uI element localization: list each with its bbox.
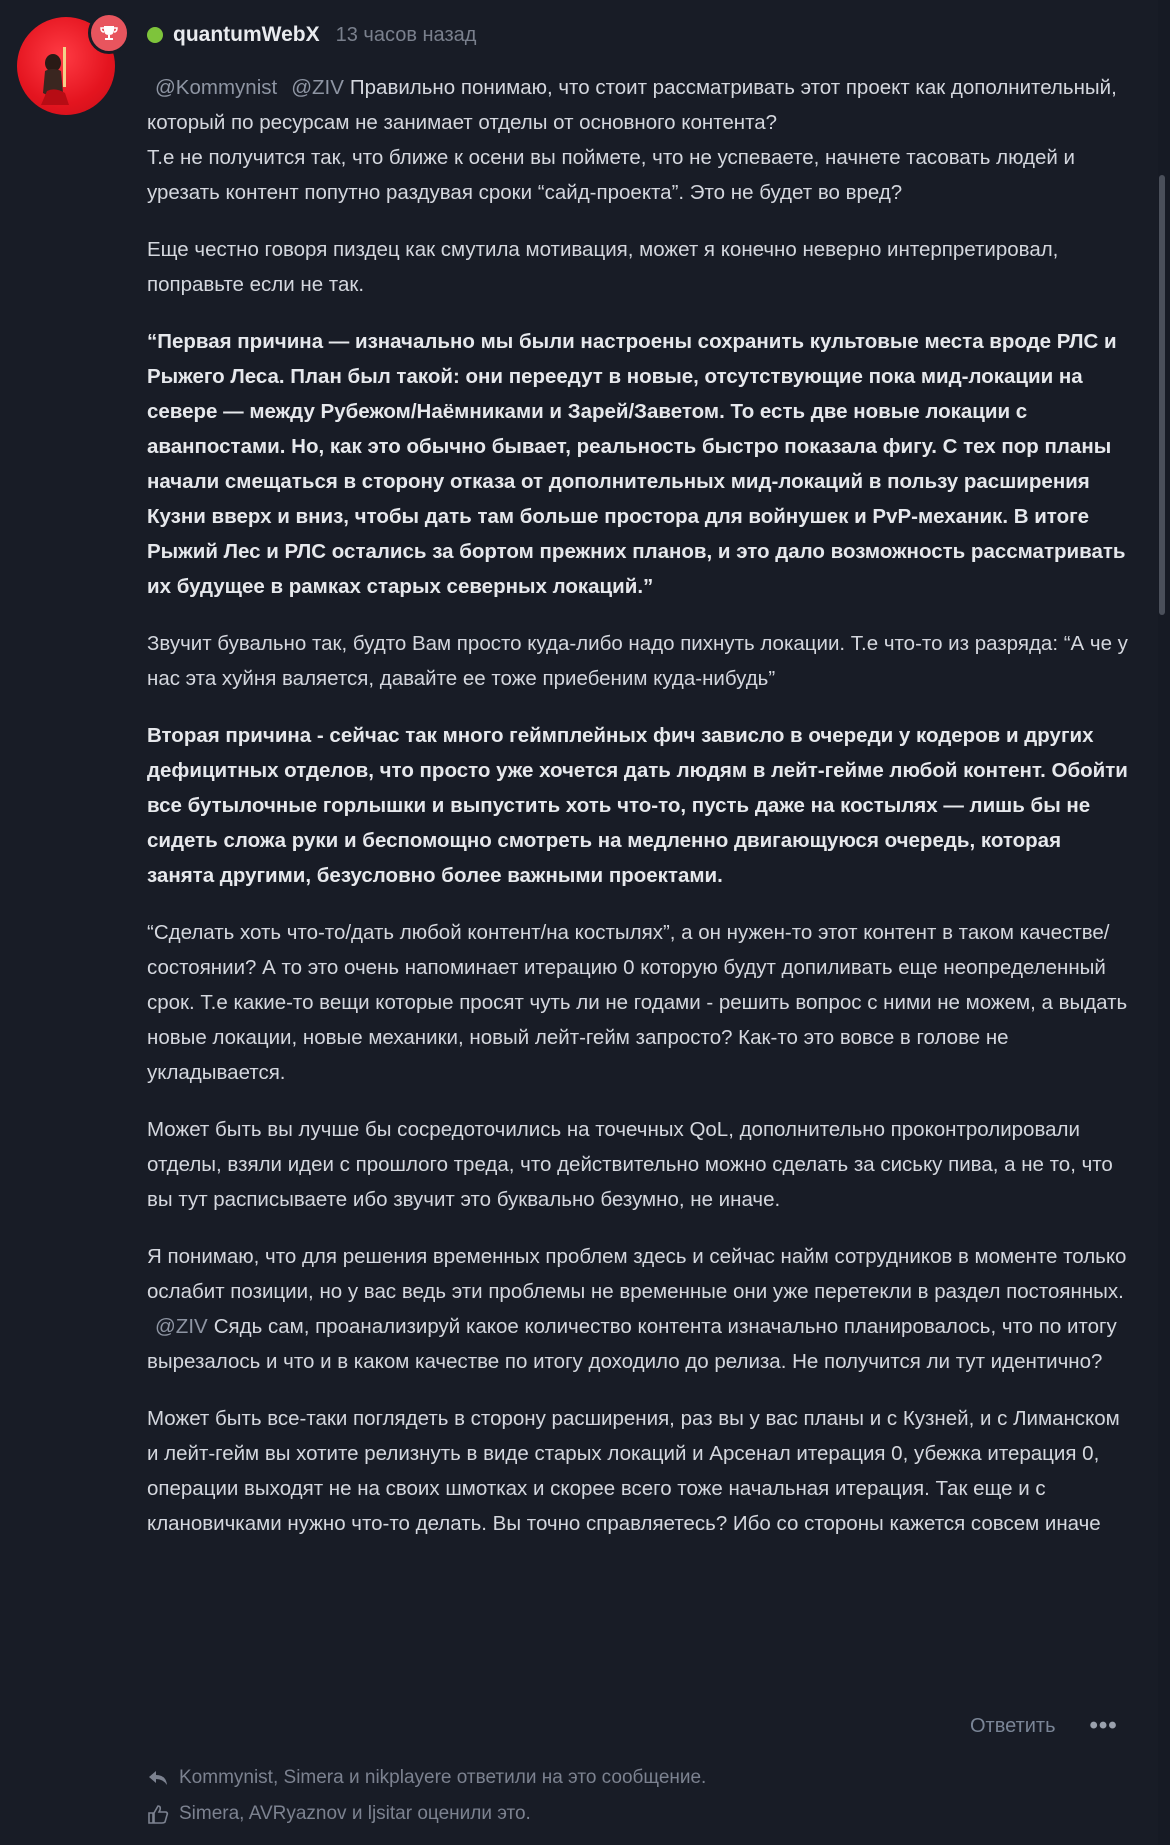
paragraph-text: Звучит бувально так, будто Вам просто куда-либо надо пихнуть локации. Т.е что-то из разряда: “А че у нас эта хуйня валяется, давайте ее тоже приебеним куда-нибудь” (147, 632, 1128, 690)
likes-info (147, 1803, 531, 1825)
post-paragraph (147, 626, 1132, 696)
post-body (147, 70, 1132, 1563)
post-paragraph (147, 915, 1132, 1090)
post-paragraph (147, 232, 1132, 302)
thumbs-up-icon (147, 1804, 169, 1824)
trophy-icon (100, 24, 118, 42)
more-options-button[interactable]: ••• (1089, 1712, 1118, 1739)
paragraph-text: “Первая причина — изначально мы были настроены сохранить культовые места вроде РЛС и Рыжего Леса. План был такой: они переедут в новые, отсутствующие пока мид-локации на севере — между Рубежом/Наёмниками и Зарей/Заветом. То есть две новые локации с аванпостами. Но, как это обычно бывает, реальность быстро показала фигу. С тех пор планы начали смещаться в сторону отказа от дополнительных мид-локаций в пользу расширения Кузни вверх и вниз, чтобы дать там больше простора для войнушек и PvP-механик. В итоге Рыжий Лес и РЛС остались за бортом прежних планов, и это дало возможность рассматривать их будущее в рамках старых северных локаций.” (147, 330, 1126, 598)
post-paragraph (147, 1239, 1132, 1379)
user-mention-link[interactable]: @ZIV (291, 76, 344, 99)
reply-arrow-icon (147, 1769, 169, 1787)
trophy-badge[interactable] (88, 12, 130, 54)
user-mention-link[interactable]: @Kommynist (155, 76, 278, 99)
replies-info (147, 1767, 706, 1789)
post-paragraph (147, 70, 1132, 210)
replies-text[interactable]: Kommynist, Simera и nikplayere ответили на это сообщение. (179, 1767, 707, 1788)
paragraph-text: Сядь сам, проанализируй какое количество контента изначально планировалось, что по итогу вырезалось и что и в каком качестве по итогу доходило до релиза. Не получится ли тут идентично? (147, 1315, 1117, 1373)
paragraph-text: Может быть все-таки поглядеть в сторону расширения, раз вы у вас планы и с Кузней, и с Лиманском и лейт-гейм вы хотите релизнуть в виде старых локаций и Арсенал итерация 0, убежка итерация 0, операции выходят не на своих шмотках и скорее всего тоже начальная итерация. Так еще и с клановичками нужно что-то делать. Вы точно справляетесь? Ибо со стороны кажется совсем иначе (147, 1407, 1120, 1535)
post-paragraph (147, 718, 1132, 893)
paragraph-text: Может быть вы лучше бы сосредоточились на точечных QoL, дополнительно проконтролировали отделы, взяли идеи с прошлого треда, что действительно можно сделать за сиську пива, а не то, что вы тут расписываете ибо звучит это буквально безумно, не иначе. (147, 1118, 1113, 1211)
paragraph-text: Т.е не получится так, что ближе к осени вы поймете, что не успеваете, начнете тасовать людей и урезать контент попутно раздувая сроки “сайд-проекта”. Это не будет во вред? (147, 146, 1075, 204)
reply-button[interactable]: Ответить (970, 1714, 1056, 1737)
post-actions (970, 1712, 1118, 1740)
paragraph-text: Еще честно говоря пиздец как смутила мотивация, может я конечно неверно интерпретировал, поправьте если не так. (147, 238, 1059, 296)
username-link[interactable]: quantumWebX (173, 23, 320, 46)
paragraph-text: Правильно понимаю, что стоит рассматривать этот проект как дополнительный, который по ресурсам не занимает отделы от основного контента? (147, 76, 1117, 134)
post-header (147, 20, 476, 50)
likes-text[interactable]: Simera, AVRyaznov и ljsitar оценили это. (179, 1803, 531, 1824)
scrollbar[interactable] (1159, 175, 1165, 615)
user-mention-link[interactable]: @ZIV (155, 1315, 208, 1338)
post-time[interactable]: 13 часов назад (335, 23, 477, 46)
online-status-icon (147, 27, 163, 43)
avatar-figure-icon (39, 47, 79, 105)
paragraph-text: Я понимаю, что для решения временных проблем здесь и сейчас найм сотрудников в моменте только ослабит позиции, но у вас ведь эти проблемы не временные они уже перетекли в раздел постоянных. (147, 1245, 1127, 1303)
paragraph-text: Вторая причина - сейчас так много геймплейных фич зависло в очереди у кодеров и других дефицитных отделов, что просто уже хочется дать людям в лейт-гейме любой контент. Обойти все бутылочные горлышки и выпустить хоть что-то, пусть даже на костылях — лишь бы не сидеть сложа руки и беспомощно смотреть на медленно двигающуюся очередь, которая занята другими, безусловно более важными проектами. (147, 724, 1128, 887)
post-paragraph (147, 1112, 1132, 1217)
post-paragraph (147, 324, 1132, 604)
post-paragraph (147, 1401, 1132, 1541)
paragraph-text: “Сделать хоть что-то/дать любой контент/на костылях”, а он нужен-то этот контент в таком качестве/состоянии? А то это очень напоминает итерацию 0 которую будут допиливать еще неопределенный срок. Т.е какие-то вещи которые просят чуть ли не годами - решить вопрос с ними не можем, а выдать новые локации, новые механики, новый лейт-гейм запросто? Как-то это вовсе в голове не укладывается. (147, 921, 1128, 1084)
